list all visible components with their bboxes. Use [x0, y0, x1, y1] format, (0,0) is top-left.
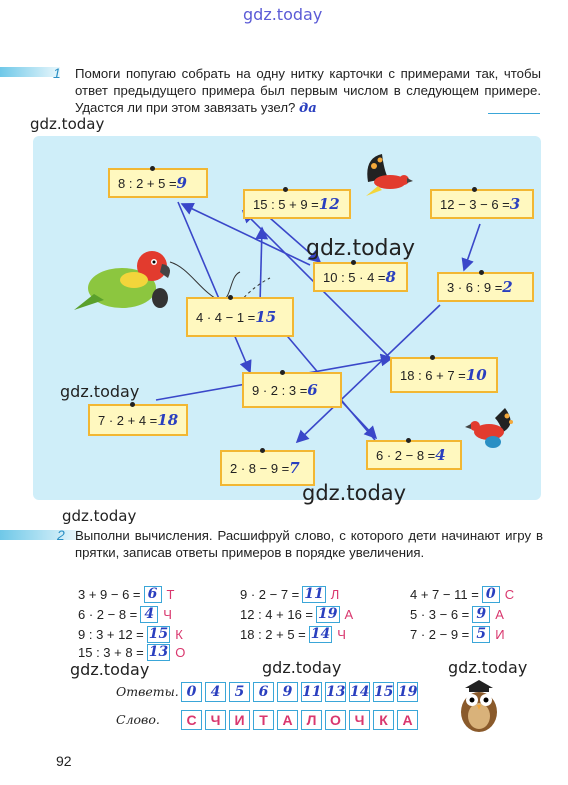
- word-letter-cell: Ч: [205, 710, 226, 730]
- card-expression: 12 − 3 − 6 =: [440, 196, 510, 212]
- hole-dot: [406, 438, 411, 443]
- hole-dot: [130, 402, 135, 407]
- hole-dot: [430, 355, 435, 360]
- card: [437, 272, 534, 302]
- example-answer: 0: [482, 586, 500, 603]
- hole-dot: [280, 370, 285, 375]
- word-letter-cell: О: [325, 710, 346, 730]
- example-letter: О: [175, 645, 186, 660]
- word-letter-cell: С: [181, 710, 202, 730]
- card-expression: 3 · 6 : 9 =: [447, 279, 503, 295]
- example-letter: К: [175, 627, 183, 642]
- example-letter: Л: [330, 587, 340, 602]
- card: [430, 189, 534, 219]
- card-result: 8: [385, 268, 396, 286]
- answer-cell: 5: [229, 682, 250, 702]
- example-expr: 6 · 2 − 8 =: [78, 607, 138, 622]
- answers-label: Ответы.: [116, 684, 179, 699]
- example-letter: И: [495, 627, 505, 642]
- watermark: gdz.today: [30, 115, 105, 133]
- card: [313, 262, 408, 292]
- example-answer: 4: [140, 606, 158, 623]
- example-answer: 11: [304, 586, 324, 602]
- task2-number: 2: [57, 527, 65, 543]
- example-expr: 18 : 2 + 5 =: [240, 627, 306, 642]
- hole-dot: [228, 295, 233, 300]
- task1-answer: да: [299, 101, 317, 116]
- answer-cell: 15: [374, 684, 394, 700]
- card-expression: 15 : 5 + 9 =: [253, 196, 319, 212]
- word-letter-cell: Ч: [349, 710, 370, 730]
- watermark: gdz.today: [70, 660, 150, 679]
- butterfly-bird-icon: [362, 152, 414, 198]
- card-expression: 18 : 6 + 7 =: [400, 367, 466, 383]
- card: [243, 189, 351, 219]
- answer-cell: 0: [181, 682, 202, 702]
- example-expr: 5 · 3 − 6 =: [410, 607, 470, 622]
- hole-dot: [479, 270, 484, 275]
- answer-cell: 6: [253, 682, 274, 702]
- example-answer: 6: [144, 586, 162, 603]
- hole-dot: [260, 448, 265, 453]
- word-letter-cell: И: [229, 710, 250, 730]
- word-letter-cell: К: [373, 710, 394, 730]
- example-answer: 5: [472, 626, 490, 643]
- answer-cell: 19: [398, 684, 418, 700]
- example-answer: 19: [318, 606, 338, 622]
- card-expression: 9 · 2 : 3 =: [252, 382, 308, 398]
- word-letter-cell: Л: [301, 710, 322, 730]
- card-expression: 2 · 8 − 9 =: [230, 460, 290, 476]
- card: [242, 372, 342, 408]
- example-expr: 12 : 4 + 16 =: [240, 607, 314, 622]
- card-result: 9: [176, 174, 187, 192]
- hole-dot: [472, 187, 477, 192]
- card: [108, 168, 208, 198]
- card-expression: 7 · 2 + 4 =: [98, 412, 158, 428]
- example-expr: 15 : 3 + 8 =: [78, 645, 144, 660]
- card: [220, 450, 315, 486]
- arrow: [464, 224, 480, 270]
- example-expr: 4 + 7 − 11 =: [410, 587, 479, 602]
- example-expr: 7 · 2 − 9 =: [410, 627, 470, 642]
- card-result: 3: [509, 195, 521, 213]
- card-result: 15: [255, 308, 277, 326]
- card-expression: 6 · 2 − 8 =: [376, 447, 436, 463]
- example-answer: 15: [148, 626, 169, 642]
- task1-number: 1: [53, 65, 61, 81]
- watermark: gdz.today: [306, 236, 416, 261]
- arrow: [178, 202, 250, 372]
- card-result: 7: [289, 459, 300, 477]
- card-result: 18: [157, 411, 179, 429]
- answer-cell: 11: [302, 684, 322, 700]
- watermark: gdz.today: [302, 481, 407, 505]
- card: [366, 440, 462, 470]
- card-result: 6: [307, 381, 318, 399]
- butterfly-bird-icon: [465, 402, 517, 454]
- answer-cell: 13: [326, 684, 346, 700]
- task1-question: Помоги попугаю собрать на одну нитку карточки с примерами так, чтобы ответ предыдущего примера был первым числом в следующем примере. Удастся ли при этом завязать узел?: [75, 66, 541, 115]
- card: [88, 404, 188, 436]
- card-result: 2: [502, 278, 513, 296]
- card: [186, 297, 294, 337]
- card-expression: 10 : 5 · 4 =: [323, 269, 386, 285]
- example-letter: Ч: [337, 627, 346, 642]
- card-result: 12: [318, 195, 340, 213]
- card-expression: 4 · 4 − 1 =: [196, 309, 256, 325]
- watermark: gdz.today: [262, 658, 342, 677]
- example-expr: 9 · 2 − 7 =: [240, 587, 300, 602]
- word-label: Слово.: [116, 712, 160, 727]
- task2-text: Выполни вычисления. Расшифруй слово, с которого дети начинают игру в прятки, записав ответы примеров в порядке увеличения.: [75, 528, 543, 560]
- watermark: gdz.today: [448, 658, 528, 677]
- card-result: 10: [465, 366, 487, 384]
- watermark: gdz.today: [60, 382, 140, 401]
- example-expr: 3 + 9 − 6 =: [78, 587, 141, 602]
- watermark: gdz.today: [62, 507, 137, 525]
- word-letter-cell: А: [397, 710, 418, 730]
- example-letter: А: [344, 607, 354, 622]
- card-result: 4: [435, 446, 446, 464]
- card-expression: 8 : 2 + 5 =: [118, 175, 177, 191]
- example-answer: 9: [472, 606, 490, 623]
- word-letter-cell: Т: [253, 710, 274, 730]
- answer-cell: 4: [205, 682, 226, 702]
- example-answer: 13: [148, 644, 169, 660]
- hole-dot: [283, 187, 288, 192]
- hole-dot: [150, 166, 155, 171]
- example-letter: Т: [166, 587, 175, 602]
- example-letter: С: [504, 587, 515, 602]
- answer-cell: 9: [277, 682, 298, 702]
- watermark-top: gdz.today: [243, 5, 323, 24]
- example-answer: 14: [310, 626, 331, 642]
- card: [390, 357, 498, 393]
- example-letter: Ч: [163, 607, 172, 622]
- page-number: 92: [56, 753, 72, 769]
- example-expr: 9 : 3 + 12 =: [78, 627, 144, 642]
- example-letter: А: [495, 607, 504, 622]
- arrow: [260, 228, 262, 304]
- parrot-icon: [74, 244, 184, 324]
- answer-cell: 14: [350, 684, 370, 700]
- word-letter-cell: А: [277, 710, 298, 730]
